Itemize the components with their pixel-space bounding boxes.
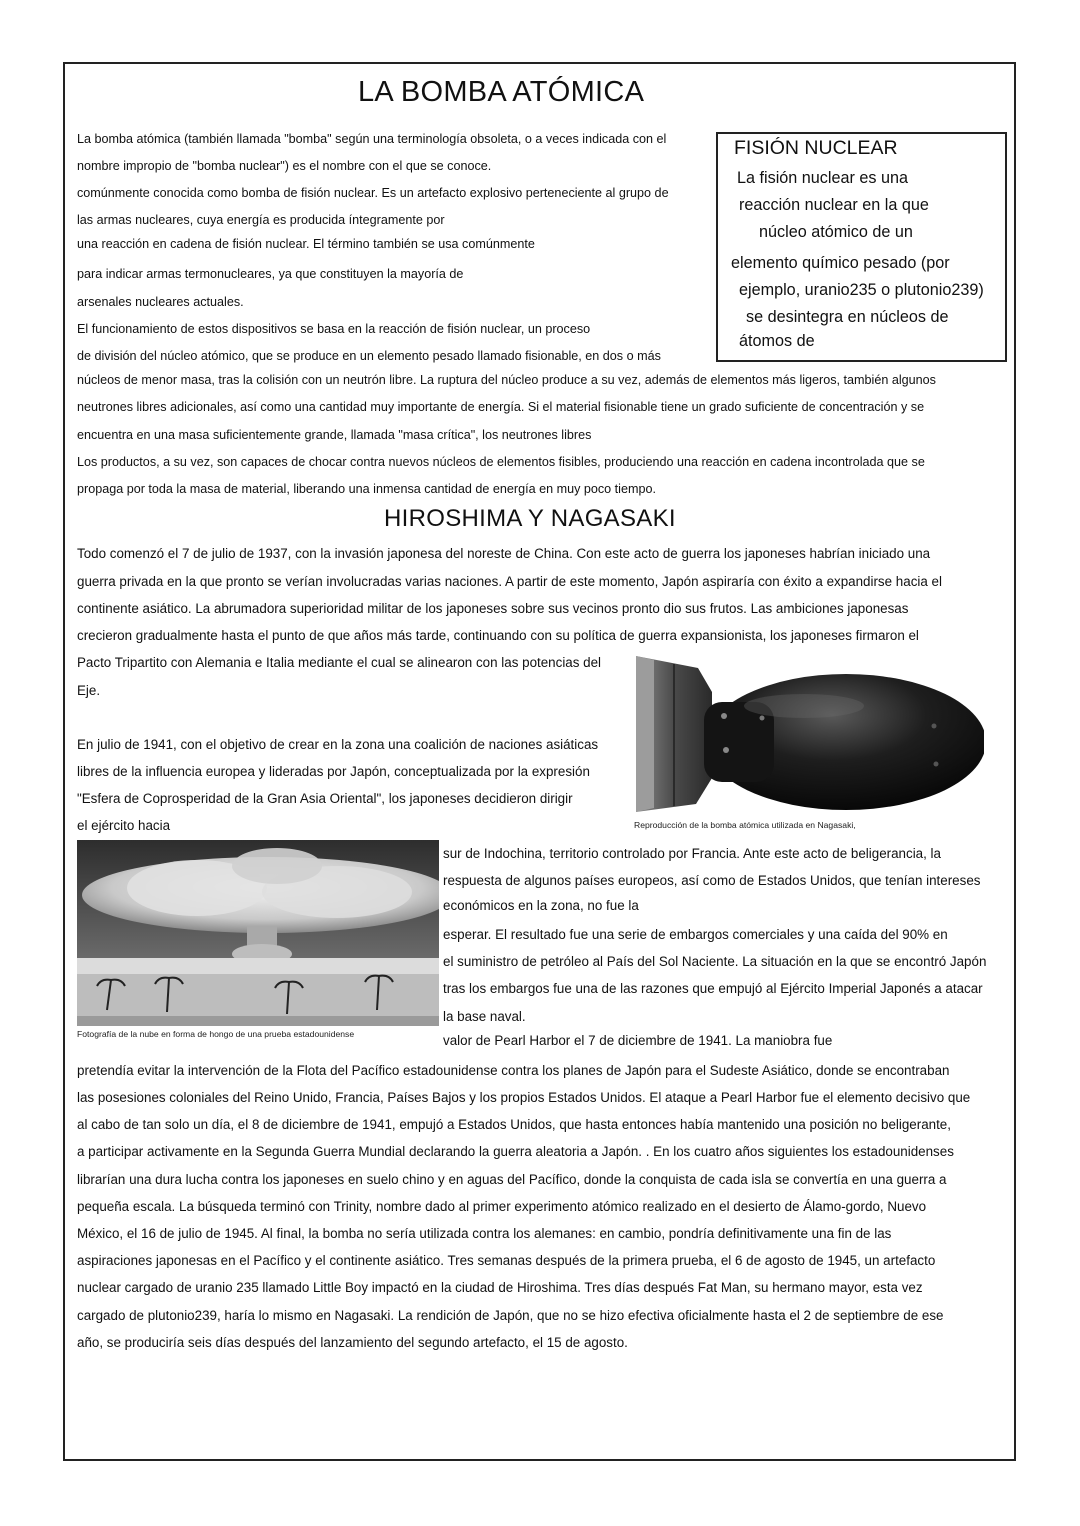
fat-man-bomb-image xyxy=(634,654,984,812)
body-line: a participar activamente en la Segunda Guerra Mundial declarando la guerra aleatoria a Japón. . En los cuatro años siguientes los estadounidenses xyxy=(77,1144,954,1159)
intro-line: neutrones libres adicionales, así como una cantidad muy importante de energía. Si el material fisionable tiene un grado suficiente de concentración y se xyxy=(77,400,925,414)
body-line: "Esfera de Coprosperidad de la Gran Asia Oriental", los japoneses decidieron dirigir xyxy=(77,791,573,806)
body-line: Pacto Tripartito con Alemania e Italia mediante el cual se alinearon con las potencias del xyxy=(77,655,602,670)
intro-line: arsenales nucleares actuales. xyxy=(77,295,244,309)
body-line: sur de Indochina, territorio controlado por Francia. Ante este acto de beligerancia, la xyxy=(443,846,941,861)
body-line: En julio de 1941, con el objetivo de crear en la zona una coalición de naciones asiáticas xyxy=(77,737,599,752)
fision-nuclear-box xyxy=(716,132,1007,362)
intro-line: Los productos, a su vez, son capaces de chocar contra nuevos núcleos de elementos fisibles, produciendo una reacción en cadena incontrolada que se xyxy=(77,455,925,469)
intro-line: encuentra en una masa suficientemente grande, llamada "masa crítica", los neutrones libres xyxy=(77,428,592,442)
body-line: nuclear cargado de uranio 235 llamado Little Boy impactó en la ciudad de Hiroshima. Tres días después Fat Man, su hermano mayor, esta vez xyxy=(77,1280,923,1295)
body-line: el ejército hacia xyxy=(77,818,171,833)
body-line: pequeña escala. La búsqueda terminó con Trinity, nombre dado al primer experimento atómico realizado en el desierto de Álamo-gordo, Nuevo xyxy=(77,1199,927,1214)
body-line: aspiraciones japonesas en el Pacífico y el continente asiático. Tres semanas después de la primera prueba, el 6 de agosto de 1945, un artefacto xyxy=(77,1253,936,1268)
body-line: respuesta de algunos países europeos, así como de Estados Unidos, que tenían intereses xyxy=(443,873,981,888)
body-line: tras los embargos fue una de las razones que empujó al Ejército Imperial Japonés a atacar xyxy=(443,981,983,996)
body-line: al cabo de tan solo un día, el 8 de diciembre de 1941, empujó a Estados Unidos, que hasta entonces había mantenido una posición no beligerante, xyxy=(77,1117,951,1132)
body-line: pretendía evitar la intervención de la Flota del Pacífico estadounidense contra los planes de Japón para el Sudeste Asiático, donde se encontraban xyxy=(77,1063,950,1078)
body-line: Eje. xyxy=(77,683,101,698)
body-line: valor de Pearl Harbor el 7 de diciembre de 1941. La maniobra fue xyxy=(443,1033,833,1048)
body-line: libres de la influencia europea y lideradas por Japón, conceptualizada por la expresión xyxy=(77,764,590,779)
fision-box-line: ejemplo, uranio235 o plutonio239) xyxy=(739,281,984,299)
section-title: HIROSHIMA Y NAGASAKI xyxy=(384,505,676,532)
fision-box-line: átomos de xyxy=(739,332,815,350)
intro-line: propaga por toda la masa de material, liberando una inmensa cantidad de energía en muy poco tiempo. xyxy=(77,482,656,496)
body-line: librarían una dura lucha contra los japoneses en suelo chino y en aguas del Pacífico, donde la conquista de cada isla se convertía en una guerra a xyxy=(77,1172,947,1187)
body-line: crecieron gradualmente hasta el punto de que años más tarde, continuando con su política de guerra expansionista, los japoneses firmaron el xyxy=(77,628,919,643)
fision-box-line: elemento químico pesado (por xyxy=(731,254,950,272)
body-line: esperar. El resultado fue una serie de embargos comerciales y una caída del 90% en xyxy=(443,927,948,942)
mushroom-cloud-photo xyxy=(77,840,439,1026)
body-line: el suministro de petróleo al País del Sol Naciente. La situación en la que se encontró Japón xyxy=(443,954,987,969)
body-line: Todo comenzó el 7 de julio de 1937, con la invasión japonesa del noreste de China. Con este acto de guerra los japoneses habrían iniciado una xyxy=(77,546,931,561)
intro-line: El funcionamiento de estos dispositivos se basa en la reacción de fisión nuclear, un proceso xyxy=(77,322,591,336)
fision-box-line: La fisión nuclear es una xyxy=(737,169,908,187)
intro-line: las armas nucleares, cuya energía es producida íntegramente por xyxy=(77,213,445,227)
fision-box-title: FISIÓN NUCLEAR xyxy=(734,137,898,159)
body-line: cargado de plutonio239, haría lo mismo en Nagasaki. La rendición de Japón, que no se hizo efectiva oficialmente hasta el 2 de septiembre de ese xyxy=(77,1308,944,1323)
intro-line: para indicar armas termonucleares, ya que constituyen la mayoría de xyxy=(77,267,464,281)
body-line: guerra privada en la que pronto se verían involucradas varias naciones. A partir de este momento, Japón aspiraría con éxito a expandirse hacia el xyxy=(77,574,942,589)
intro-line: núcleos de menor masa, tras la colisión con un neutrón libre. La ruptura del núcleo produce a su vez, además de elementos más ligeros, también algunos xyxy=(77,373,936,387)
intro-line: comúnmente conocida como bomba de fisión nuclear. Es un artefacto explosivo perteneciente al grupo de xyxy=(77,186,669,200)
intro-line: nombre impropio de "bomba nuclear") es el nombre con el que se conoce. xyxy=(77,159,492,173)
page-title: LA BOMBA ATÓMICA xyxy=(358,76,645,108)
fision-box-line: se desintegra en núcleos de xyxy=(746,308,949,326)
fision-box-line: núcleo atómico de un xyxy=(759,223,913,241)
body-line: año, se produciría seis días después del lanzamiento del segundo artefacto, el 15 de agosto. xyxy=(77,1335,628,1350)
intro-line: La bomba atómica (también llamada "bomba" según una terminología obsoleta, o a veces indicada con el xyxy=(77,132,667,146)
body-line: la base naval. xyxy=(443,1009,526,1024)
bomb-caption: Reproducción de la bomba atómica utilizada en Nagasaki, xyxy=(634,820,856,830)
fision-box-line: reacción nuclear en la que xyxy=(739,196,929,214)
cloud-caption: Fotografía de la nube en forma de hongo de una prueba estadounidense xyxy=(77,1029,355,1039)
intro-line: una reacción en cadena de fisión nuclear. El término también se usa comúnmente xyxy=(77,237,535,251)
intro-line: de división del núcleo atómico, que se produce en un elemento pesado llamado fisionable, en dos o más xyxy=(77,349,661,363)
body-line: las posesiones coloniales del Reino Unido, Francia, Países Bajos y los propios Estados Unidos. El ataque a Pearl Harbor fue el elemento decisivo que xyxy=(77,1090,971,1105)
body-line: continente asiático. La abrumadora superioridad militar de los japoneses sobre sus vecinos pronto dio sus frutos. Las ambiciones japonesas xyxy=(77,601,909,616)
body-line: México, el 16 de julio de 1945. Al final, la bomba no sería utilizada contra los alemanes: en cambio, pondría definitivamente una fin de las xyxy=(77,1226,892,1241)
body-line: económicos en la zona, no fue la xyxy=(443,898,639,913)
